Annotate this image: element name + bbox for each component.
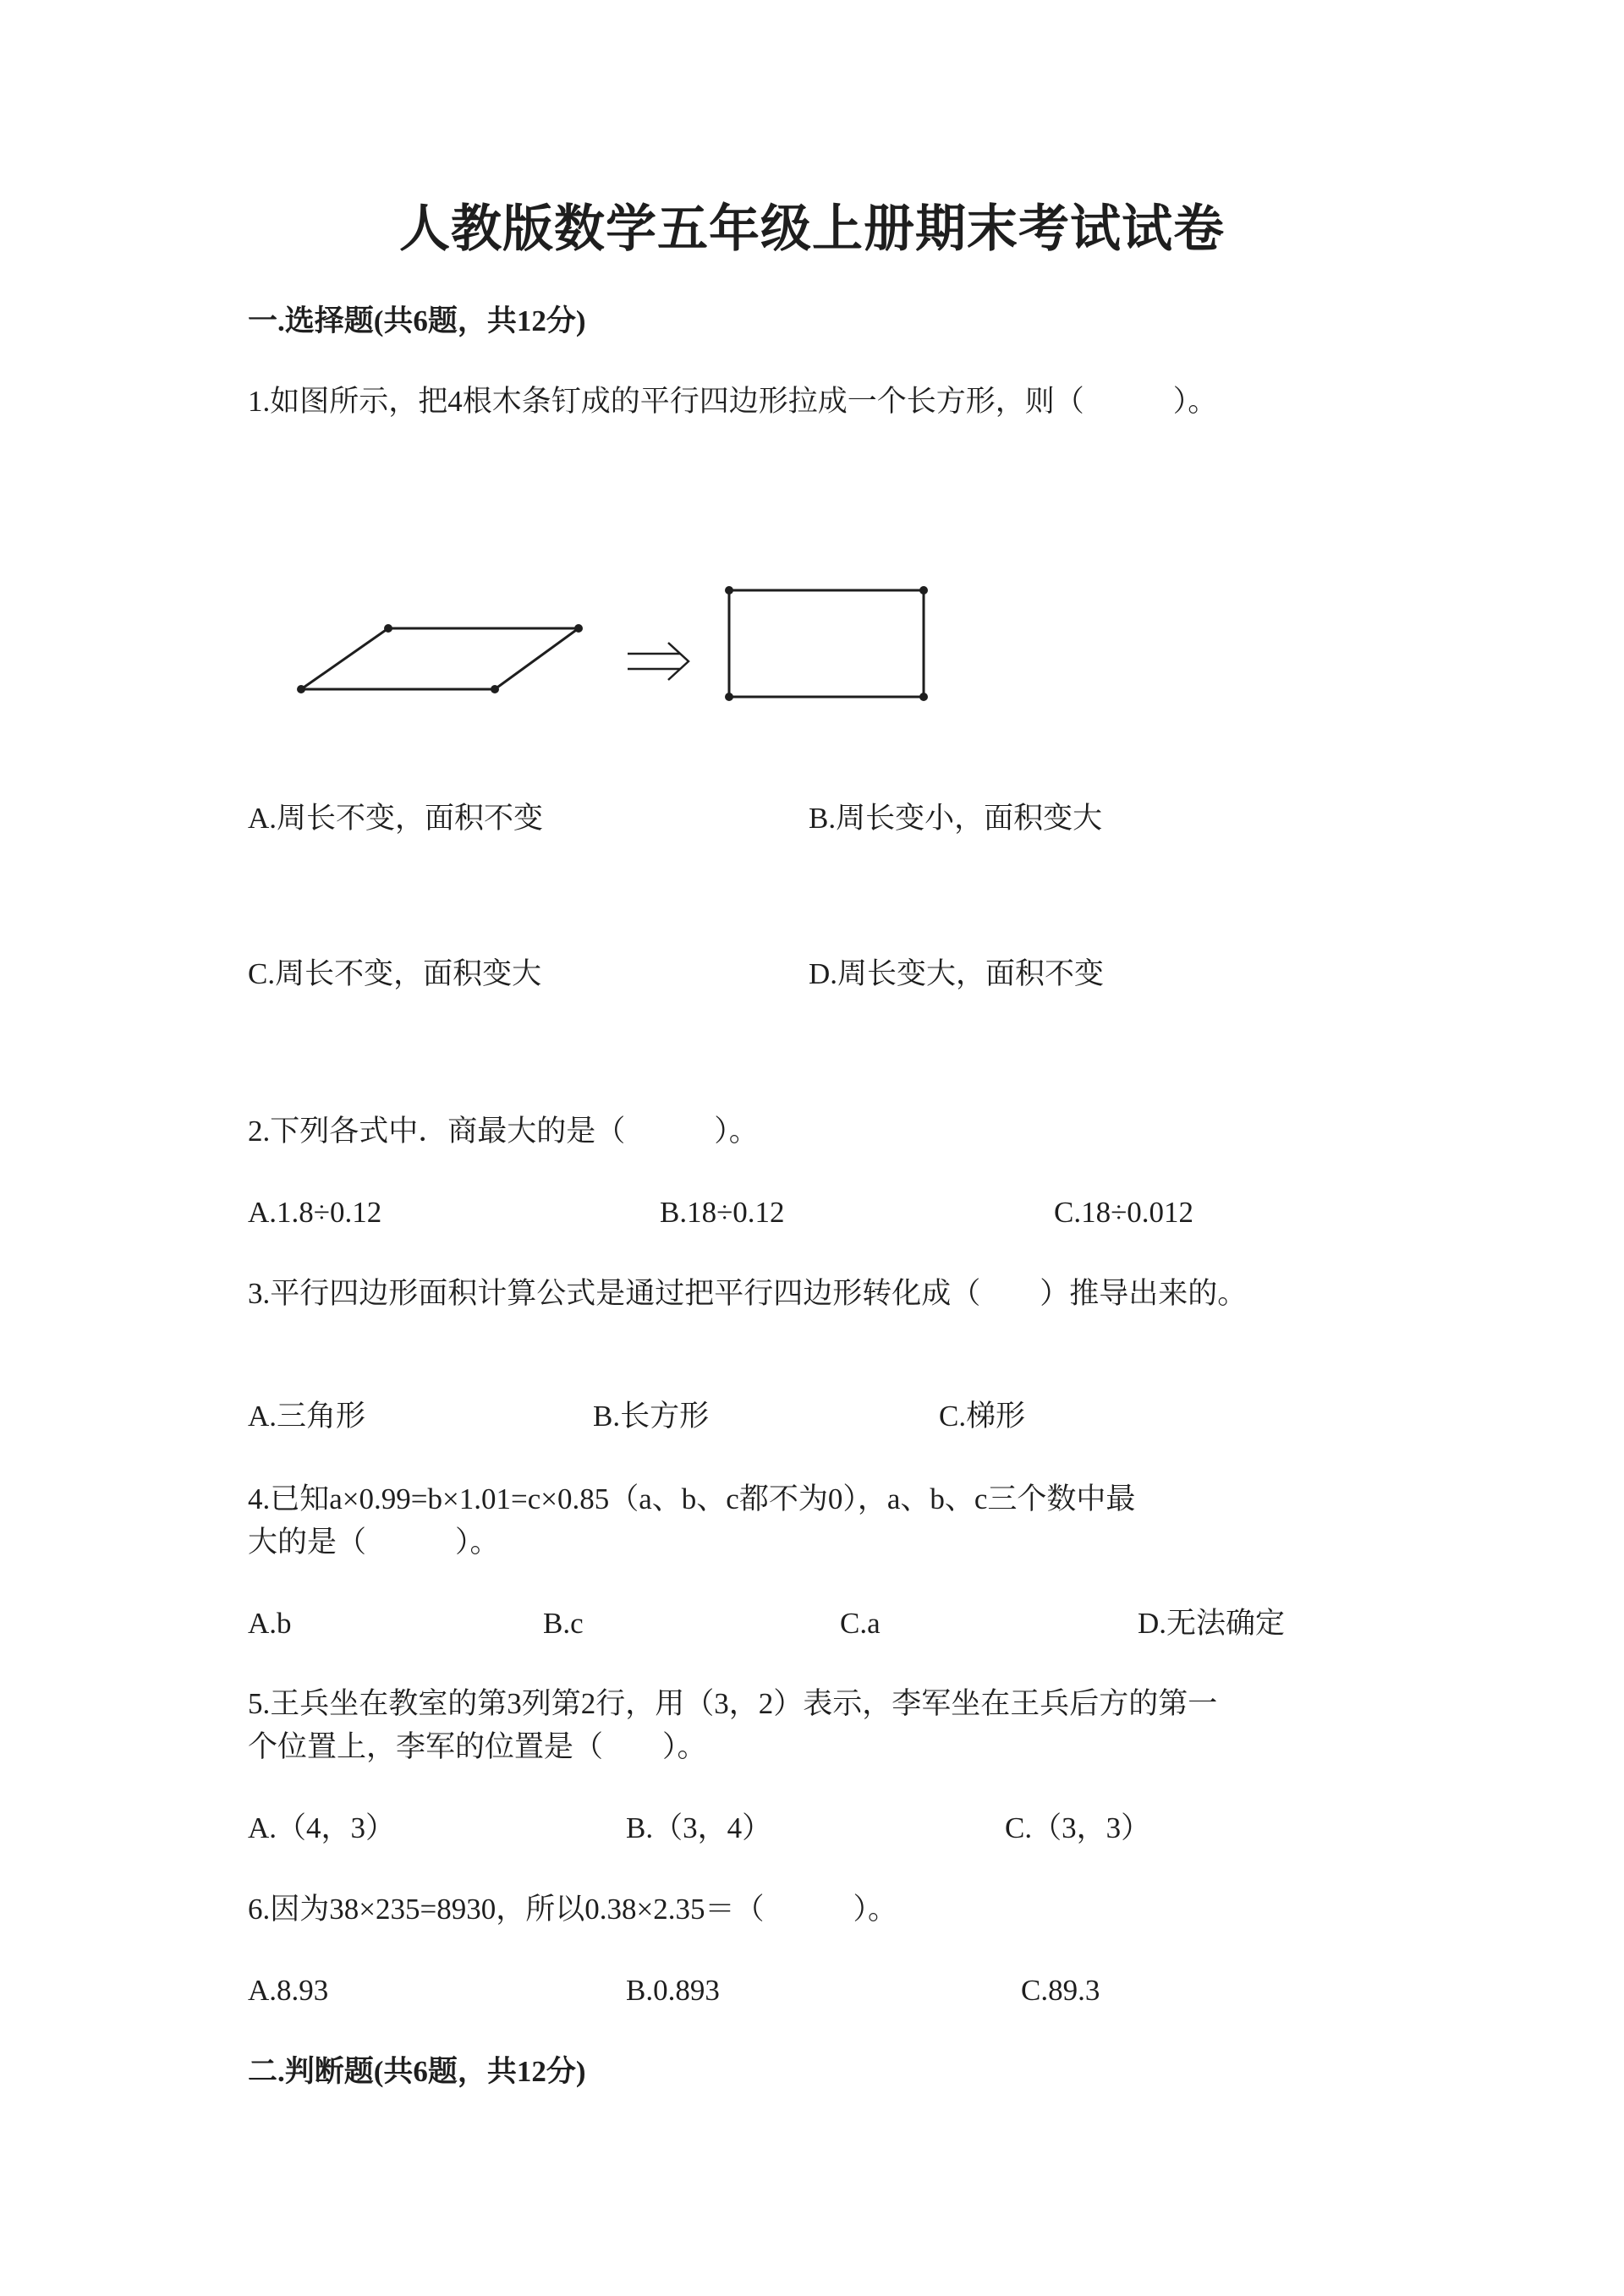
question-2-option-a: A.1.8÷0.12 (248, 1196, 382, 1229)
question-5-text-line-1: 5.王兵坐在教室的第3列第2行，用（3，2）表示，李军坐在王兵后方的第一 (248, 1687, 1218, 1720)
question-1-text: 1.如图所示，把4根木条钉成的平行四边形拉成一个长方形，则（ ）。 (248, 385, 1218, 418)
question-4-option-c: C.a (840, 1607, 881, 1640)
question-1-option-b: B.周长变小，面积变大 (809, 802, 1103, 835)
question-6-option-a: A.8.93 (248, 1974, 329, 2007)
question-2-option-b: B.18÷0.12 (660, 1196, 785, 1229)
exam-title: 人教版数学五年级上册期末考试试卷 (399, 201, 1225, 257)
question-1-option-a: A.周长不变，面积不变 (248, 802, 544, 835)
question-3-text: 3.平行四边形面积计算公式是通过把平行四边形转化成（ ）推导出来的。 (248, 1277, 1248, 1310)
double-arrow-icon (628, 643, 689, 680)
vertex-dot (491, 685, 499, 693)
question-6-option-c: C.89.3 (1021, 1974, 1100, 2007)
question-6-option-b: B.0.893 (626, 1974, 720, 2007)
question-4-option-d: D.无法确定 (1138, 1607, 1286, 1640)
vertex-dot (384, 624, 392, 633)
question-3-option-c: C.梯形 (939, 1400, 1026, 1433)
parallelogram-shape (297, 624, 583, 693)
question-2-option-c: C.18÷0.012 (1054, 1196, 1194, 1229)
question-3-option-b: B.长方形 (593, 1400, 710, 1433)
vertex-dot (725, 586, 733, 595)
question-5-option-c: C.（3，3） (1005, 1811, 1151, 1844)
figure-parallelogram-to-rectangle (279, 567, 956, 719)
question-4-text-line-1: 4.已知a×0.99=b×1.01=c×0.85（a、b、c都不为0），a、b、c三个数中最 (248, 1482, 1136, 1515)
question-1-option-c: C.周长不变，面积变大 (248, 957, 542, 990)
question-4-option-b: B.c (543, 1607, 584, 1640)
vertex-dot (725, 693, 733, 701)
question-4-option-a: A.b (248, 1607, 292, 1640)
section-heading-true-false: 二.判断题(共6题，共12分) (248, 2055, 586, 2088)
question-4-text-line-2: 大的是（ ）。 (248, 1526, 500, 1559)
section-heading-multiple-choice: 一.选择题(共6题，共12分) (248, 304, 586, 337)
question-6-text: 6.因为38×235=8930，所以0.38×2.35＝（ ）。 (248, 1893, 897, 1926)
vertex-dot (919, 586, 928, 595)
rectangle-shape (725, 586, 928, 701)
vertex-dot (574, 624, 583, 633)
question-3-option-a: A.三角形 (248, 1400, 366, 1433)
question-1-option-d: D.周长变大，面积不变 (809, 957, 1105, 990)
question-5-text-line-2: 个位置上，李军的位置是（ ）。 (248, 1730, 707, 1763)
vertex-dot (297, 685, 305, 693)
vertex-dot (919, 693, 928, 701)
question-5-option-b: B.（3，4） (626, 1811, 772, 1844)
question-2-text: 2.下列各式中．商最大的是（ ）。 (248, 1115, 759, 1148)
question-5-option-a: A.（4，3） (248, 1811, 396, 1844)
